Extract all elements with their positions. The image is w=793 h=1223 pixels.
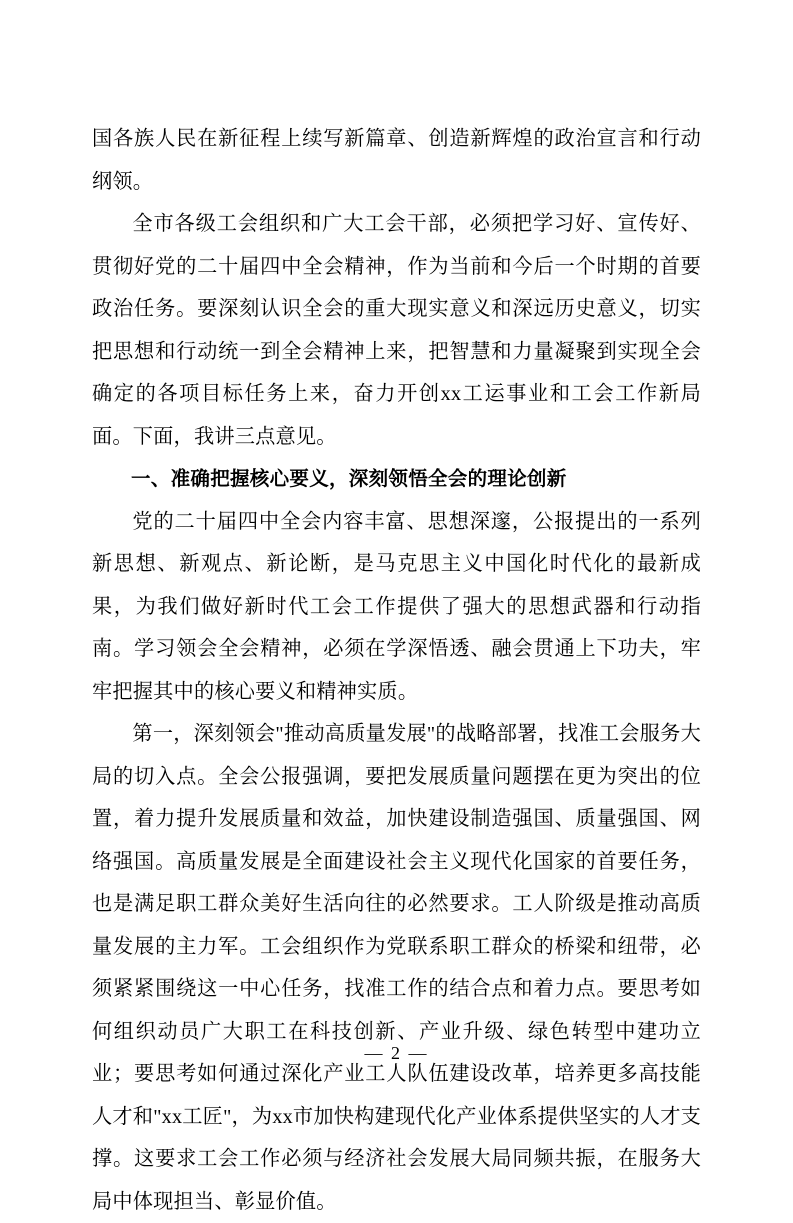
paragraph-2: 党的二十届四中全会内容丰富、思想深邃，公报提出的一系列新思想、新观点、新论断，是马克思主义中国化时代化的最新成果，为我们做好新时代工会工作提供了强大的思想武器和行动指南。学习领会全会精神，必须在学深悟透、融会贯通上下功夫，牢牢把握其中的核心要义和精神实质。: [92, 510, 701, 703]
paragraph-1: 全市各级工会组织和广大工会干部，必须把学习好、宣传好、贯彻好党的二十届四中全会精神，作为当前和今后一个时期的首要政治任务。要深刻认识全会的重大现实意义和深远历史意义，切实把思想和行动统一到全会精神上来，把智慧和力量凝聚到实现全会确定的各项目标任务上来，奋力开创xx工运事业和工会工作新局面。下面，我讲三点意见。: [92, 213, 701, 448]
section-heading-1: 一、准确把握核心要义，深刻领悟全会的理论创新: [131, 468, 567, 490]
paragraph-continuation: 国各族人民在新征程上续写新篇章、创造新辉煌的政治宣言和行动纲领。: [92, 128, 701, 193]
paragraph-3: 第一，深刻领会"推动高质量发展"的战略部署，找准工会服务大局的切入点。全会公报强调，要把发展质量问题摆在更为突出的位置，着力提升发展质量和效益，加快建设制造强国、质量强国、网络强国。高质量发展是全面建设社会主义现代化国家的首要任务，也是满足职工群众美好生活向往的必然要求。工人阶级是推动高质量发展的主力军。工会组织作为党联系职工群众的桥梁和纽带，必须紧紧围绕这一中心任务，找准工作的结合点和着力点。要思考如何组织动员广大职工在科技创新、产业升级、绿色转型中建功立业；要思考如何通过深化产业工人队伍建设改革，培养更多高技能人才和"xx工匠"，为xx市加快构建现代化产业体系提供坚实的人才支撑。这要求工会工作必须与经济社会发展大局同频共振，在服务大局中体现担当、彰显价值。: [92, 723, 701, 1213]
page-number: — 2 —: [364, 1043, 429, 1063]
